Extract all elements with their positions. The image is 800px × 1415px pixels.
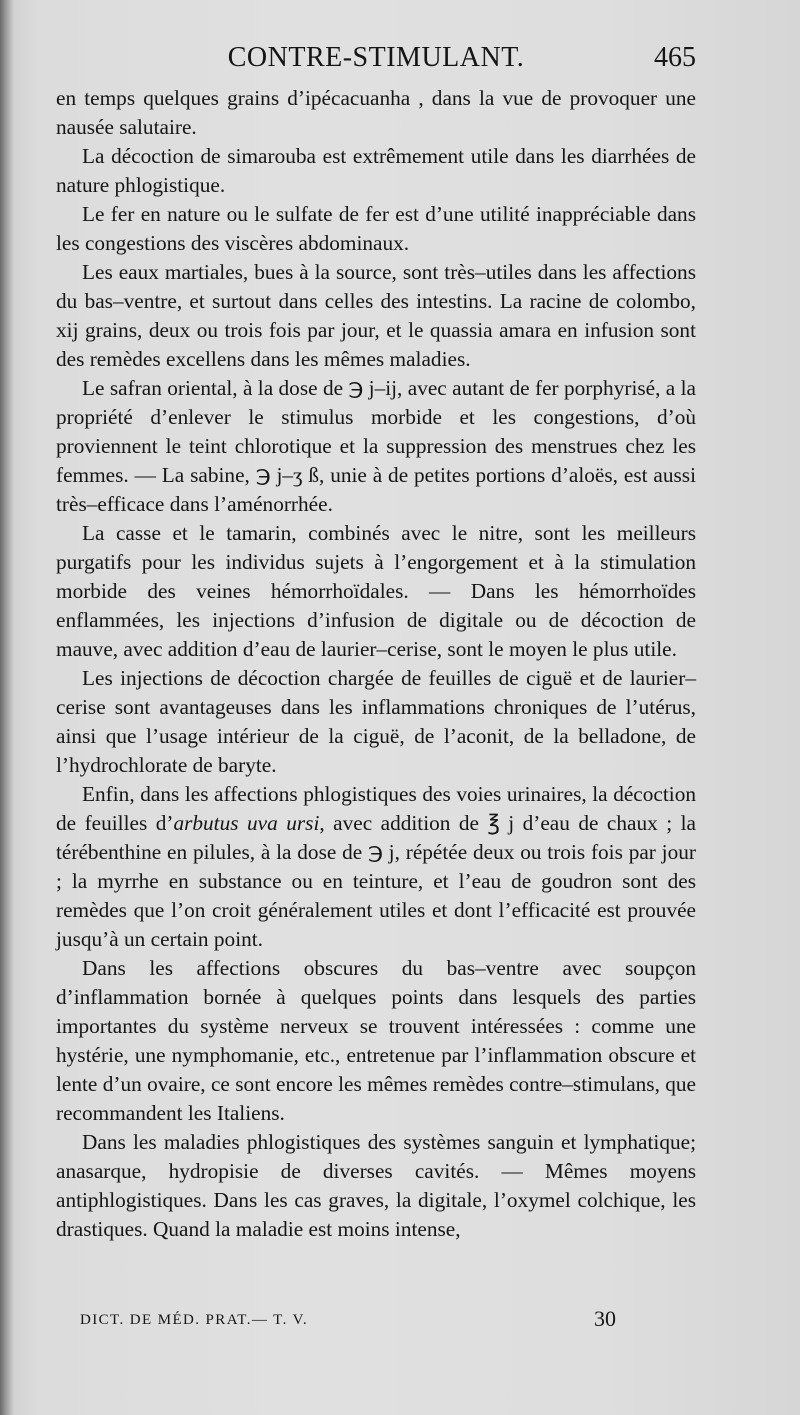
signature-mark: 30	[594, 1306, 616, 1331]
running-head	[56, 42, 696, 78]
paragraph: La casse et le tamarin, combinés avec le nitre, sont les meilleurs purgatifs pour les individus sujets à l’engorgement et à la stimulation morbide des veines hémorrhoïdales. — Dans les hémorrhoïdes enflammées, les injections d’infusion de digitale ou de décoction de mauve, avec addition d’eau de laurier–cerise, sont le moyen le plus utile.	[56, 521, 696, 661]
italic-botanical-name: arbutus uva ursi	[173, 811, 320, 835]
paragraph: Le safran oriental, à la dose de ℈ j–ij, avec autant de fer porphyrisé, a la propriété d’enlever le stimulus morbide et les congestions, d’où proviennent le teint chlorotique et la suppression des menstrues chez les femmes. — La sabine, ℈ j–ʒ ß, unie à de petites portions d’aloës, est aussi très–efficace dans l’aménorrhée.	[56, 376, 696, 516]
paragraph: en temps quelques grains d’ipécacuanha , dans la vue de provoquer une nausée salutaire.	[56, 86, 696, 139]
paragraph: Le fer en nature ou le sulfate de fer est d’une utilité inappréciable dans les congestions des viscères abdominaux.	[56, 202, 696, 255]
paragraph: Les eaux martiales, bues à la source, sont très–utiles dans les affections du bas–ventre, et surtout dans celles des intestins. La racine de colombo, xij grains, deux ou trois fois par jour, et le quassia amara en infusion sont des remèdes excellens dans les mêmes maladies.	[56, 260, 696, 371]
body-text	[56, 84, 696, 1244]
paragraph	[56, 780, 696, 954]
paragraph: Dans les affections obscures du bas–ventre avec soupçon d’inflammation bornée à quelques points dans lesquels des parties importantes du système nerveux se trouvent intéressées : comme une hystérie, une nymphomanie, etc., entretenue par l’inflammation obscure et lente d’un ovaire, ce sont encore les mêmes remèdes contre–stimulans, que recommandent les Italiens.	[56, 956, 696, 1125]
page-footer	[80, 1306, 660, 1342]
paragraph: Dans les maladies phlogistiques des systèmes sanguin et lymphatique; anasarque, hydropisie de diverses cavités. — Mêmes moyens antiphlogistiques. Dans les cas graves, la digitale, l’oxymel colchique, les drastiques. Quand la maladie est moins intense,	[56, 1130, 696, 1241]
paragraph-text: , avec addition de ℥ j d’eau de chaux ; la térébenthine en pilules, à la dose de ℈ j, répétée deux ou trois fois par jour ; la myrrhe en substance ou en teinture, et l’eau de goudron sont des remèdes que l’on croit généralement utiles et dont l’efficacité est prouvée jusqu’à un certain point.	[56, 811, 696, 951]
paragraph: Les injections de décoction chargée de feuilles de ciguë et de laurier–cerise sont avantageuses dans les inflammations chroniques de l’utérus, ainsi que l’usage intérieur de la ciguë, de l’aconit, de la belladone, de l’hydrochlorate de baryte.	[56, 666, 696, 777]
paragraph: La décoction de simarouba est extrêmement utile dans les diarrhées de nature phlogistique.	[56, 144, 696, 197]
paragraph-text: Enfin, dans les affections phlogistiques des voies urinaires, la décoction de feuilles d’	[56, 782, 696, 835]
page-number: 465	[654, 42, 696, 73]
running-title: CONTRE-STIMULANT.	[227, 42, 525, 73]
footer-reference: DICT. DE MÉD. PRAT.— T. V.	[80, 1312, 309, 1328]
